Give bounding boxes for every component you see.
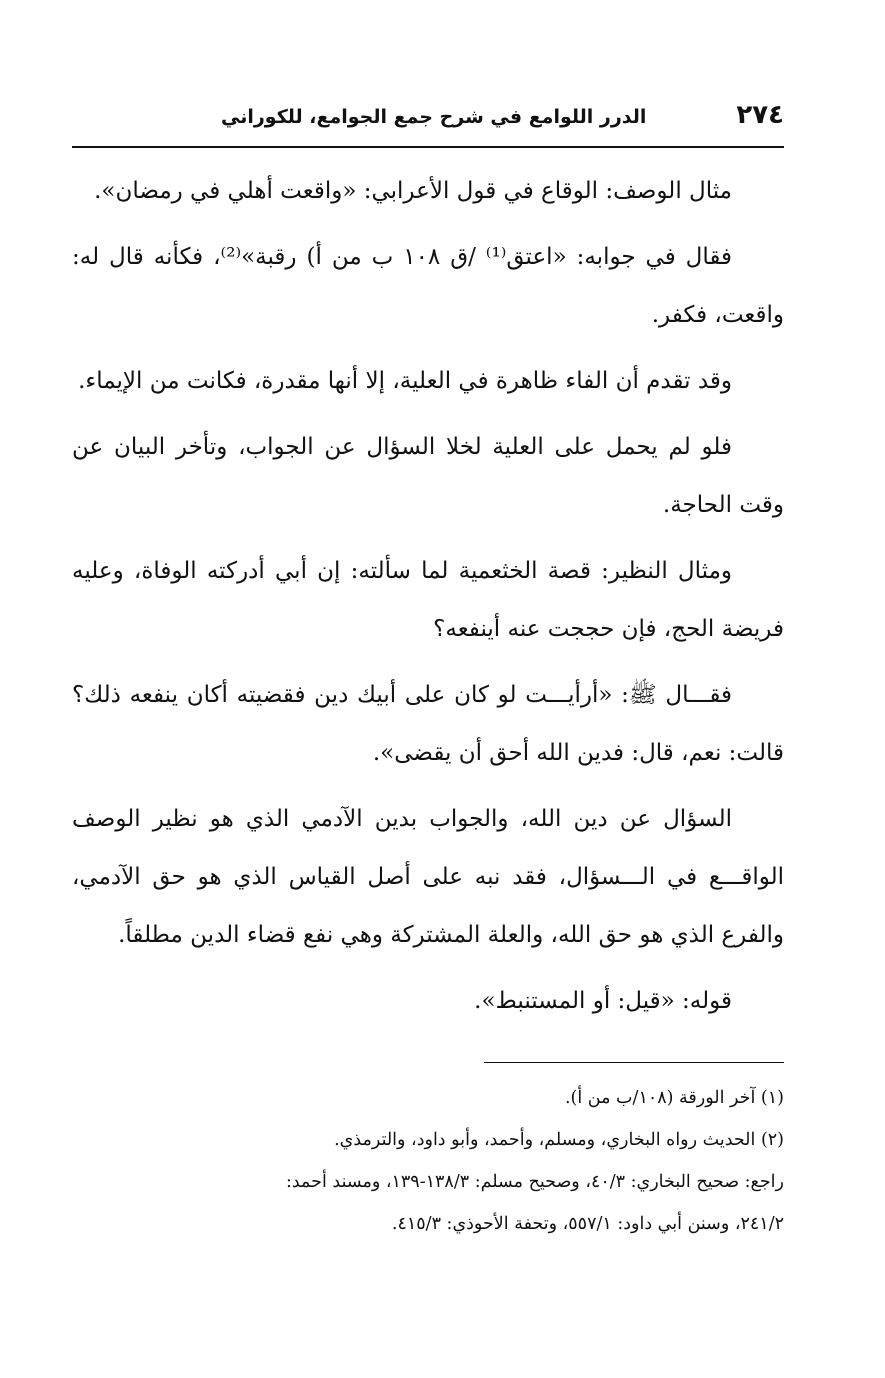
paragraph: فلو لم يحمل على العلية لخلا السؤال عن الجواب، وتأخر البيان عن وقت الحاجة. xyxy=(72,434,784,518)
paragraph: فقـــال ﷺ: «أرأيـــت لو كان على أبيك دين فقضيته أكان ينفعه ذلك؟ قالت: نعم، قال: فدين الله أحق أن يقضى». xyxy=(72,682,784,766)
running-title: الدرر اللوامع في شرح جمع الجوامع، للكوراني xyxy=(220,106,647,128)
page-header xyxy=(72,100,784,148)
footnote-divider xyxy=(484,1062,784,1063)
paragraph: مثال الوصف: الوقاع في قول الأعرابي: «واقعت أهلي في رمضان». xyxy=(94,178,732,204)
footnote-1: (١) آخر الورقة (١٠٨/ب من أ). xyxy=(564,1088,784,1108)
footnote-2-continuation: راجع: صحيح البخاري: ٤٠/٣، وصحيح مسلم: ١٣٨/٣-١٣٩، ومسند أحمد: xyxy=(285,1172,784,1192)
footnote-2-continuation: ٢٤١/٢، وسنن أبي داود: ٥٥٧/١، وتحفة الأحوذي: ٤١٥/٣. xyxy=(391,1214,784,1234)
paragraph: ومثال النظير: قصة الخثعمية لما سألته: إن أبي أدركته الوفاة، وعليه فريضة الحج، فإن حججت عنه أينفعه؟ xyxy=(72,558,784,642)
footnote-2: (٢) الحديث رواه البخاري، ومسلم، وأحمد، وأبو داود، والترمذي. xyxy=(334,1130,784,1150)
paragraph: فقال في جوابه: «اعتق⁽¹⁾ /ق ١٠٨ ب من أ) رقبة»⁽²⁾، فكأنه قال له: واقعت، فكفر. xyxy=(72,244,784,328)
paragraph: قوله: «قيل: أو المستنبط». xyxy=(474,988,732,1014)
main-text xyxy=(72,162,784,1030)
paragraph: السؤال عن دين الله، والجواب بدين الآدمي الذي هو نظير الوصف الواقـــع في الـــسؤال، فقد نبه على أصل القياس الذي هو حق الآدمي، والفرع الذي هو حق الله، والعلة المشتركة وهي نفع قضاء الدين مطلقاً. xyxy=(72,806,784,948)
paragraph: وقد تقدم أن الفاء ظاهرة في العلية، إلا أنها مقدرة، فكانت من الإيماء. xyxy=(78,368,732,394)
page-number: ٢٧٤ xyxy=(736,100,784,130)
book-page xyxy=(72,100,784,1038)
footnotes xyxy=(72,1062,784,1245)
